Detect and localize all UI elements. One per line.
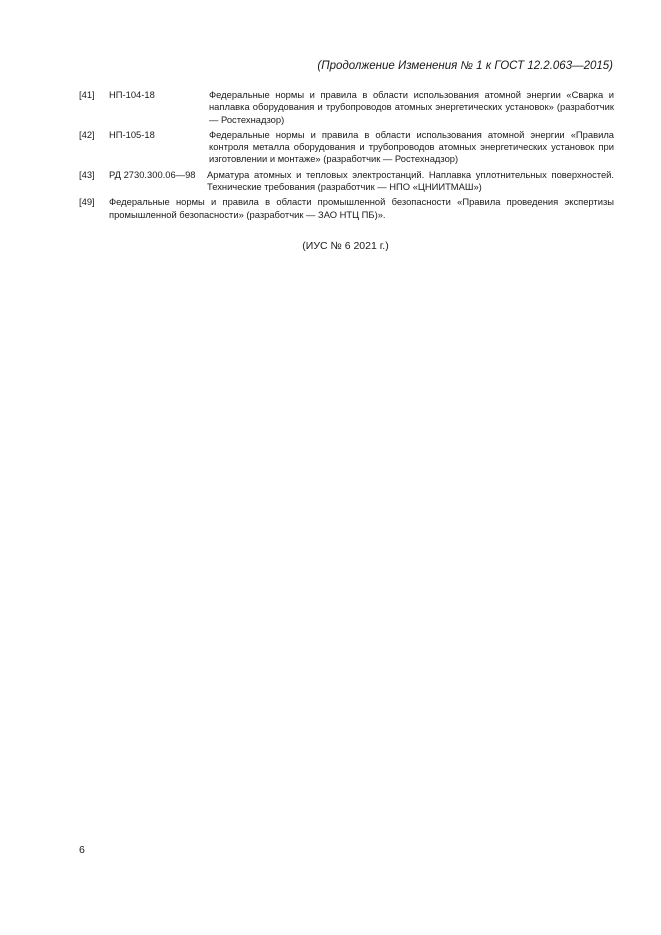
reference-item	[79, 129, 614, 166]
reference-item	[79, 89, 614, 126]
reference-item	[79, 169, 614, 194]
reference-code: НП-105-18	[109, 128, 155, 140]
reference-text: Арматура атомных и тепловых электростанций. Наплавка уплотнительных поверхностей. Технические требования (разработчик — НПО «ЦНИИТМАШ»)	[207, 168, 614, 193]
page-number: 6	[79, 844, 85, 856]
reference-number: [41]	[79, 89, 95, 100]
reference-number: [42]	[79, 128, 95, 140]
reference-text: Федеральные нормы и правила в области использования атомной энергии «Сварка и наплавка оборудования и трубопроводов атомных энергетических установок» (разработчик — Ростехнадзор)	[209, 89, 614, 125]
reference-code: РД 2730.300.06—98	[109, 168, 196, 180]
reference-code: НП-104-18	[109, 89, 155, 100]
reference-item	[79, 196, 614, 221]
ius-note: (ИУС № 6 2021 г.)	[302, 240, 389, 252]
continuation-note: (Продолжение Изменения № 1 к ГОСТ 12.2.063—2015)	[317, 60, 613, 72]
references-list	[79, 89, 614, 224]
reference-number: [43]	[79, 168, 95, 180]
reference-number: [49]	[79, 196, 95, 208]
reference-text: Федеральные нормы и правила в области использования атомной энергии «Правила контроля металла оборудования и трубопроводов атомных энергетических установок при изготовлении и монтаже» (разработчик — Ростехнадзор)	[209, 128, 614, 165]
reference-text: Федеральные нормы и правила в области промышленной безопасности «Правила проведения экспертизы промышленной безопасности» (разработчик — ЗАО НТЦ ПБ)».	[109, 196, 614, 220]
